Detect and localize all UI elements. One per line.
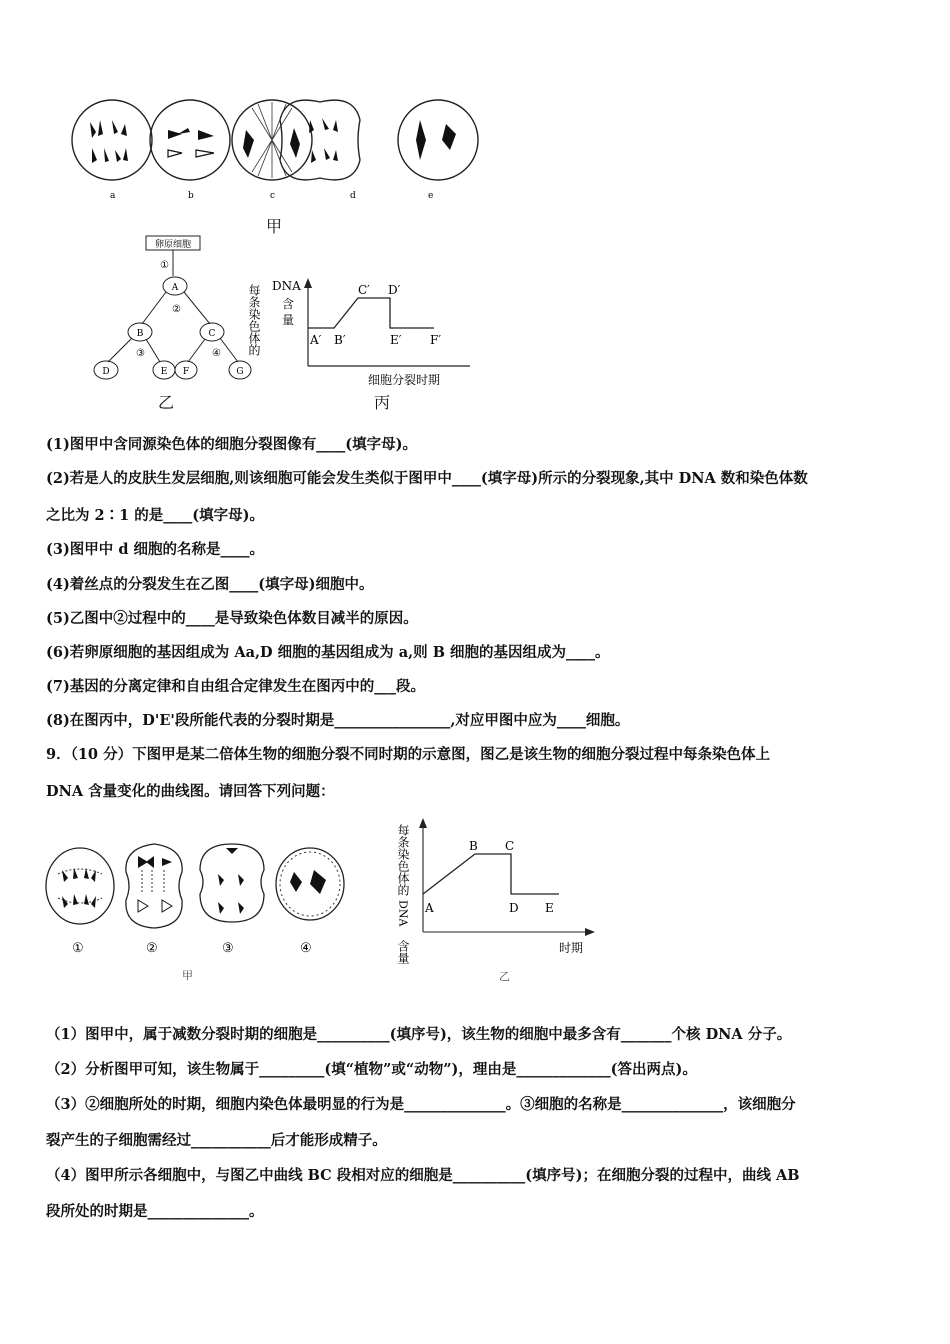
cell-label-c: c <box>270 191 276 201</box>
q8-line-7: (6)若卵原细胞的基因组成为 Aa,D 细胞的基因组成为 a,则 B 细胞的基因组成为____。 <box>46 644 610 661</box>
yi9-ylabel-cn: 每条染色体的 <box>396 824 410 896</box>
tree-root-label: 卵原细胞 <box>154 240 192 250</box>
bing-ylabel-han: 含 <box>282 297 295 311</box>
cell9-label-2: ② <box>146 941 158 956</box>
cell-label-d: d <box>350 191 356 201</box>
yi9-ylabel-dna: DNA <box>396 900 410 927</box>
bing-point-label-0: A′ <box>310 333 322 347</box>
q8-line-8: (7)基因的分离定律和自由组合定律发生在图丙中的___段。 <box>46 678 426 695</box>
bing-y-arrow <box>304 278 312 288</box>
q9-question-3a: （3）②细胞所处的时期，细胞内染色体最明显的行为是______________。③细胞的名称是______________，该细胞分 <box>46 1096 796 1113</box>
figure-bing-caption: 丙 <box>374 393 391 412</box>
tree-node-D: D <box>102 367 110 377</box>
cell-b-drawing <box>150 100 230 180</box>
q9-question-2: （2）分析图甲可知，该生物属于_________(填“植物”或“动物”)，理由是_____________(答出两点)。 <box>46 1061 697 1078</box>
figure9-yi-chart <box>395 814 605 984</box>
tree-step-1: ① <box>160 260 169 271</box>
yi9-point-label-3: D <box>509 901 519 915</box>
q8-line-1: (1)图甲中含同源染色体的细胞分裂图像有____(填字母)。 <box>46 436 418 453</box>
bing-point-label-3: D′ <box>388 283 401 297</box>
figure-yi-tree <box>90 232 260 392</box>
tree-node-E: E <box>160 367 168 377</box>
yi9-point-label-0: A <box>425 901 434 915</box>
cell-label-e: e <box>428 191 434 201</box>
yi9-series-line <box>423 854 559 894</box>
cell9-3-drawing <box>200 844 264 922</box>
figure9-jia-caption: 甲 <box>182 969 193 982</box>
tree-step-2: ② <box>172 304 181 315</box>
q9-question-4a: （4）图甲所示各细胞中，与图乙中曲线 BC 段相对应的细胞是__________(填序号)；在细胞分裂的过程中，曲线 AB <box>46 1167 800 1184</box>
cell9-label-1: ① <box>72 941 84 956</box>
bing-xlabel: 细胞分裂时期 <box>368 373 441 387</box>
cell9-2-drawing <box>126 844 182 928</box>
yi9-x-arrow <box>585 928 595 936</box>
bing-point-label-1: B′ <box>334 333 346 347</box>
tree-node-A: A <box>171 283 179 293</box>
bing-series-line <box>308 298 434 328</box>
cell-label-b: b <box>188 191 194 201</box>
q8-line-9: (8)在图丙中，D'E'段所能代表的分裂时期是________________,对应甲图中应为____细胞。 <box>46 712 630 729</box>
yi9-y-arrow <box>419 818 427 828</box>
tree-node-G: G <box>236 367 244 377</box>
cell-label-a: a <box>110 191 116 201</box>
q9-question-3b: 裂产生的子细胞需经过___________后才能形成精子。 <box>46 1132 387 1149</box>
figure9-jia-cells <box>42 834 352 984</box>
cell9-4-drawing <box>276 848 344 920</box>
q9-intro-2: DNA 含量变化的曲线图。请回答下列问题： <box>46 783 335 800</box>
figure-yi-caption: 乙 <box>158 393 175 412</box>
figure-bing-chart <box>247 270 480 390</box>
q8-line-5: (4)着丝点的分裂发生在乙图____(填字母)细胞中。 <box>46 576 374 593</box>
bing-ylabel-liang: 量 <box>282 313 295 327</box>
tree-node-F: F <box>182 367 190 377</box>
cell9-label-3: ③ <box>222 941 234 956</box>
bing-ylabel-vertical: 每条染色体的 <box>247 284 261 356</box>
bing-point-label-4: E′ <box>390 333 402 347</box>
bing-point-label-2: C′ <box>358 283 370 297</box>
q9-question-4b: 段所处的时期是______________。 <box>46 1203 264 1220</box>
figure9-yi-caption: 乙 <box>499 970 510 983</box>
bing-ylabel-dna: DNA <box>272 279 301 293</box>
cell-c-drawing <box>232 100 312 180</box>
q9-question-1: （1）图甲中，属于减数分裂时期的细胞是__________(填序号)，该生物的细胞中最多含有_______个核 DNA 分子。 <box>46 1026 792 1043</box>
cell9-label-4: ④ <box>300 941 312 956</box>
bing-point-label-5: F′ <box>430 333 442 347</box>
q8-line-6: (5)乙图中②过程中的____是导致染色体数目减半的原因。 <box>46 610 418 627</box>
q8-line-4: (3)图甲中 d 细胞的名称是____。 <box>46 541 265 558</box>
yi9-point-label-4: E <box>545 901 554 915</box>
cell-a-drawing <box>72 100 152 180</box>
q8-line-3: 之比为 2∶1 的是____(填字母)。 <box>46 507 264 524</box>
q9-intro-1: 9．（10 分）下图甲是某二倍体生物的细胞分裂不同时期的示意图，图乙是该生物的细胞分裂过程中每条染色体上 <box>46 746 771 763</box>
yi9-xlabel: 时期 <box>559 941 584 955</box>
cell-e-drawing <box>398 100 478 180</box>
yi9-point-label-2: C <box>505 839 515 853</box>
tree-step-4: ④ <box>212 348 221 359</box>
tree-node-B: B <box>136 329 144 339</box>
yi9-point-label-1: B <box>469 839 478 853</box>
figure-jia-cells <box>60 90 490 215</box>
tree-step-3: ③ <box>136 348 145 359</box>
tree-node-C: C <box>208 329 216 339</box>
q8-line-2: (2)若是人的皮肤生发层细胞,则该细胞可能会发生类似于图甲中____(填字母)所示的分裂现象,其中 DNA 数和染色体数 <box>46 470 808 487</box>
yi9-ylabel-tail: 含量 <box>396 940 410 964</box>
figure-jia-caption: 甲 <box>266 217 283 236</box>
cell9-1-drawing <box>46 848 114 924</box>
